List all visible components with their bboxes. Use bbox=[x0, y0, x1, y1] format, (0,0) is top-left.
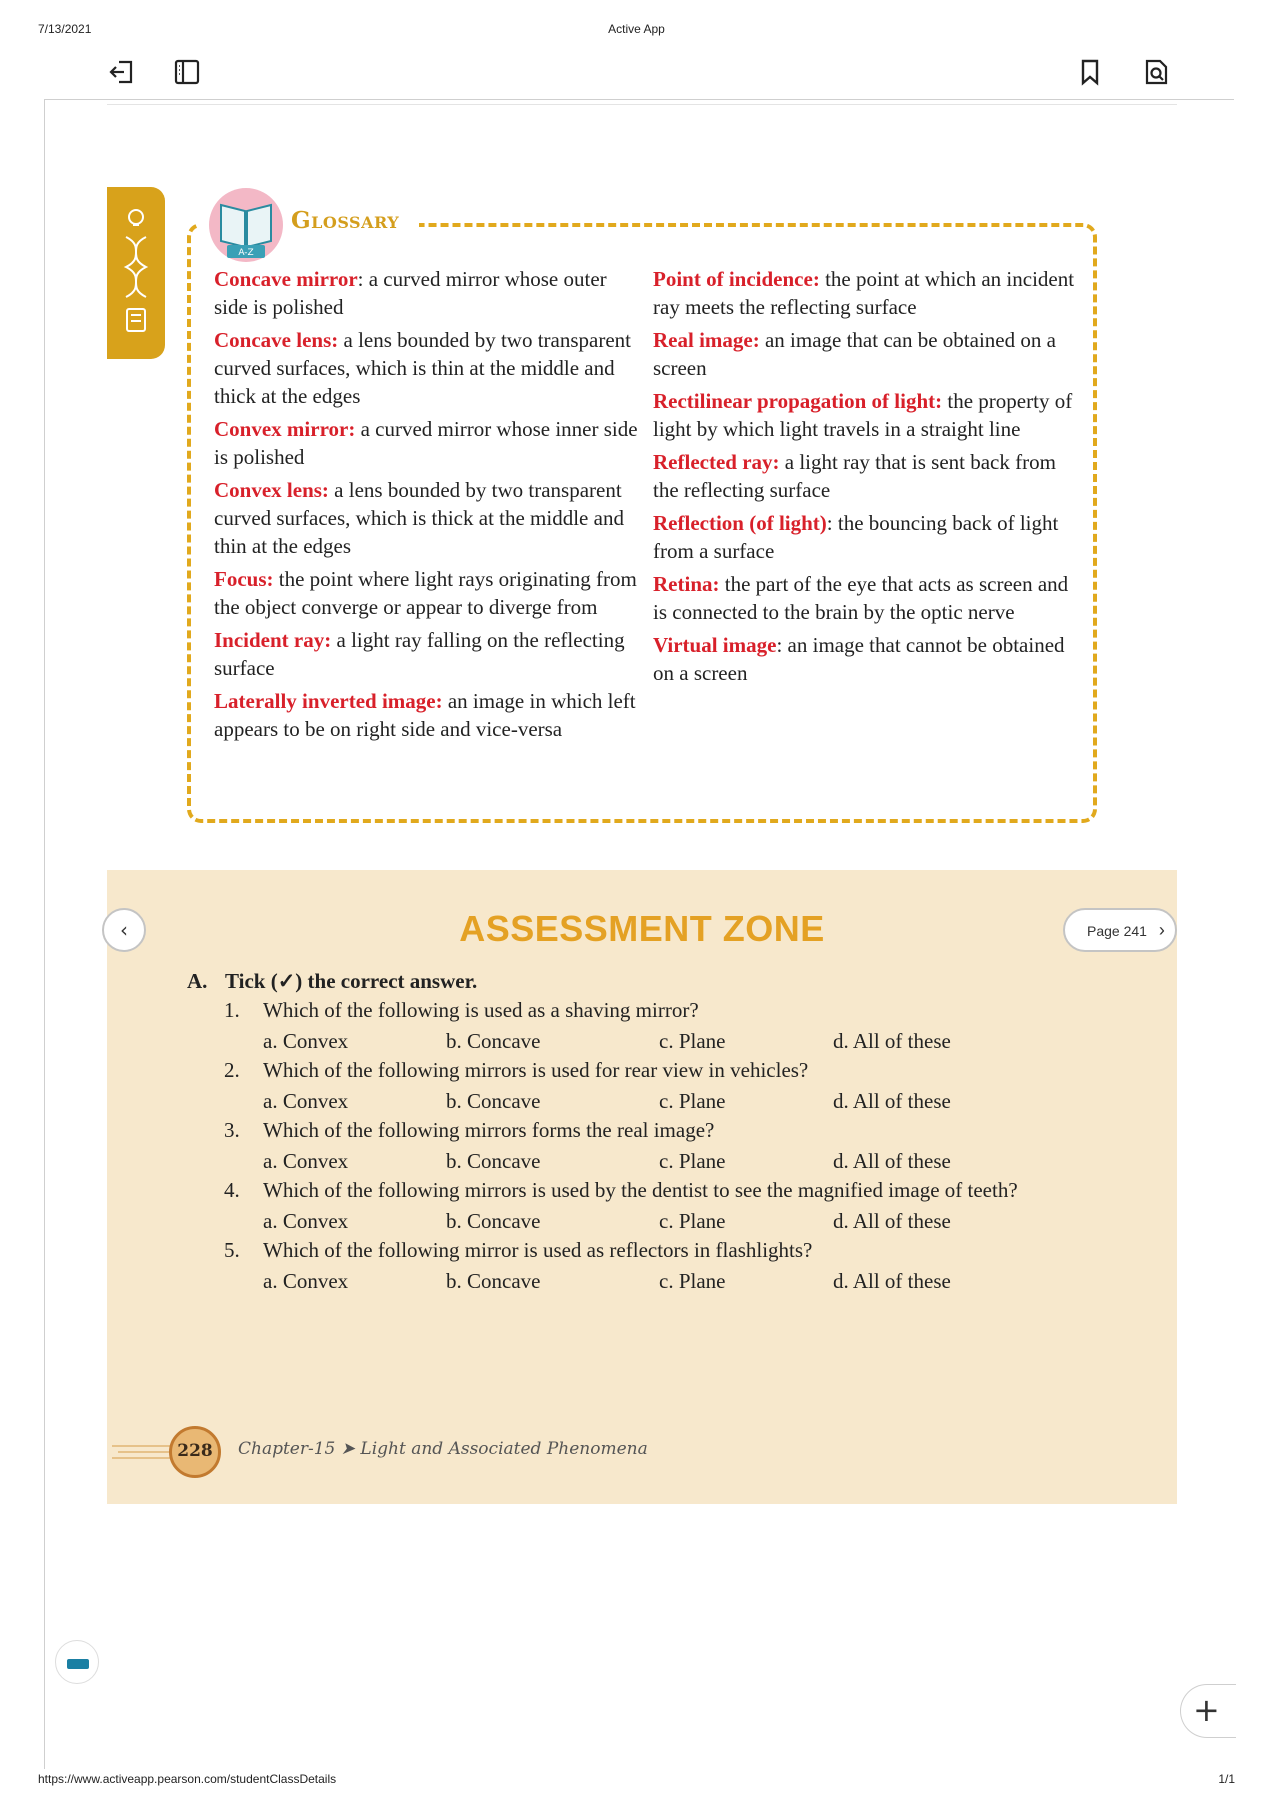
print-footer bbox=[0, 1772, 1273, 1788]
answer-option[interactable]: c. Plane bbox=[659, 1089, 726, 1113]
book-page-number: 228 bbox=[169, 1426, 221, 1478]
glossary-definition: : a curved mirror whose outer side is polished bbox=[214, 267, 607, 319]
answer-option[interactable]: a. Convex bbox=[263, 1149, 349, 1173]
quiz-section-heading bbox=[187, 966, 1087, 996]
glossary-definition: an image in which left appears to be on right side and vice-versa bbox=[214, 689, 636, 741]
glossary-term: Retina: bbox=[653, 572, 720, 596]
sidebar-toggle-icon[interactable] bbox=[171, 56, 203, 88]
quiz-question bbox=[187, 1236, 1087, 1266]
glossary-term: Reflected ray: bbox=[653, 450, 780, 474]
book-footer bbox=[112, 1422, 712, 1482]
glossary-definition: the point where light rays originating from the object converge or appear to diverge from bbox=[214, 567, 637, 619]
glossary-term: Point of incidence: bbox=[653, 267, 820, 291]
answer-option[interactable]: a. Convex bbox=[263, 1269, 349, 1293]
book-page bbox=[107, 104, 1177, 1504]
question-text: Which of the following mirrors is used for rear view in vehicles? bbox=[263, 1058, 809, 1082]
question-number: 3. bbox=[224, 1118, 240, 1142]
glossary-entry bbox=[653, 570, 1083, 626]
glossary-definition: : an image that cannot be obtained on a screen bbox=[653, 633, 1065, 685]
print-date: 7/13/2021 bbox=[38, 22, 92, 36]
glossary-title: Glossary bbox=[291, 207, 400, 234]
chat-button[interactable] bbox=[55, 1640, 99, 1684]
question-number: 4. bbox=[224, 1178, 240, 1202]
answer-option[interactable]: d. All of these bbox=[833, 1149, 951, 1173]
answer-options bbox=[187, 1026, 1087, 1056]
assessment-title: ASSESSMENT ZONE bbox=[459, 908, 825, 949]
page-indicator: Page 241 bbox=[1087, 923, 1147, 939]
answer-option[interactable]: a. Convex bbox=[263, 1089, 349, 1113]
answer-option[interactable]: d. All of these bbox=[833, 1029, 951, 1053]
glossary-term: Rectilinear propagation of light: bbox=[653, 389, 943, 413]
glossary-entry bbox=[214, 265, 639, 321]
glossary-definition: an image that can be obtained on a screen bbox=[653, 328, 1056, 380]
zoom-in-button[interactable] bbox=[1180, 1684, 1236, 1738]
glossary-term: Incident ray: bbox=[214, 628, 332, 652]
answer-option[interactable]: c. Plane bbox=[659, 1149, 726, 1173]
science-icons bbox=[121, 205, 151, 341]
question-text: Which of the following is used as a shaving mirror? bbox=[263, 998, 699, 1022]
question-number: 1. bbox=[224, 998, 240, 1022]
glossary-definition: the part of the eye that acts as screen and is connected to the brain by the optic nerve bbox=[653, 572, 1069, 624]
book-chapter-label: Chapter-15 ➤ Light and Associated Phenomena bbox=[238, 1439, 648, 1459]
glossary-definition: a light ray falling on the reflecting surface bbox=[214, 628, 625, 680]
print-title: Active App bbox=[608, 22, 665, 36]
answer-option[interactable]: b. Concave bbox=[446, 1149, 541, 1173]
question-text: Which of the following mirrors is used by the dentist to see the magnified image of teeth? bbox=[263, 1178, 1018, 1202]
glossary-entry bbox=[214, 687, 639, 743]
glossary-left-column bbox=[214, 265, 639, 748]
glossary-term: Convex lens: bbox=[214, 478, 329, 502]
quiz-question bbox=[187, 996, 1087, 1026]
question-text: Which of the following mirror is used as reflectors in flashlights? bbox=[263, 1238, 813, 1262]
glossary-entry bbox=[653, 448, 1083, 504]
question-number: 2. bbox=[224, 1058, 240, 1082]
glossary-term: Convex mirror: bbox=[214, 417, 356, 441]
answer-option[interactable]: c. Plane bbox=[659, 1029, 726, 1053]
glossary-entry bbox=[653, 631, 1083, 687]
glossary-definition: a lens bounded by two transparent curved surfaces, which is thick at the middle and thin at the edges bbox=[214, 478, 624, 558]
glossary-entry bbox=[214, 415, 639, 471]
quiz-section-title: Tick (✓) the correct answer. bbox=[225, 969, 478, 993]
answer-options bbox=[187, 1146, 1087, 1176]
previous-page-button[interactable] bbox=[102, 908, 146, 952]
glossary-definition: a curved mirror whose inner side is polished bbox=[214, 417, 638, 469]
answer-option[interactable]: a. Convex bbox=[263, 1209, 349, 1233]
quiz-question bbox=[187, 1176, 1087, 1206]
assessment-section bbox=[107, 870, 1177, 1504]
question-number: 5. bbox=[224, 1238, 240, 1262]
answer-option[interactable]: c. Plane bbox=[659, 1269, 726, 1293]
print-url: https://www.activeapp.pearson.com/studentClassDetails bbox=[38, 1772, 337, 1786]
glossary-badge: A-Z bbox=[238, 248, 254, 258]
quiz-question bbox=[187, 1056, 1087, 1086]
answer-option[interactable]: b. Concave bbox=[446, 1269, 541, 1293]
glossary-entry bbox=[214, 565, 639, 621]
chevron-left-icon: ‹ bbox=[120, 918, 128, 942]
bookmark-icon[interactable] bbox=[1074, 56, 1106, 88]
glossary-entry bbox=[214, 626, 639, 682]
glossary-term: Virtual image bbox=[653, 633, 777, 657]
glossary-definition: : the bouncing back of light from a surface bbox=[653, 511, 1059, 563]
answer-option[interactable]: a. Convex bbox=[263, 1029, 349, 1053]
print-header bbox=[0, 22, 1273, 38]
chevron-right-icon: › bbox=[1158, 920, 1165, 940]
quiz bbox=[187, 966, 1087, 1296]
answer-option[interactable]: d. All of these bbox=[833, 1089, 951, 1113]
answer-option[interactable]: d. All of these bbox=[833, 1209, 951, 1233]
answer-options bbox=[187, 1086, 1087, 1116]
glossary-definition: the property of light by which light travels in a straight line bbox=[653, 389, 1073, 441]
answer-options bbox=[187, 1206, 1087, 1236]
glossary-term: Real image: bbox=[653, 328, 760, 352]
glossary-term: Laterally inverted image: bbox=[214, 689, 443, 713]
quiz-question bbox=[187, 1116, 1087, 1146]
glossary-term: Concave lens: bbox=[214, 328, 339, 352]
glossary-definition: a lens bounded by two transparent curved surfaces, which is thin at the middle and thick at the edges bbox=[214, 328, 632, 408]
question-text: Which of the following mirrors forms the real image? bbox=[263, 1118, 715, 1142]
science-tab bbox=[107, 187, 165, 359]
quiz-section-letter: A. bbox=[187, 969, 208, 993]
answer-option[interactable]: b. Concave bbox=[446, 1029, 541, 1053]
answer-option[interactable]: b. Concave bbox=[446, 1209, 541, 1233]
glossary-term: Concave mirror bbox=[214, 267, 358, 291]
glossary-entry bbox=[214, 476, 639, 560]
next-page-button[interactable] bbox=[1063, 908, 1177, 952]
glossary-right-column bbox=[653, 265, 1083, 692]
glossary-entry bbox=[653, 265, 1083, 321]
glossary-entry bbox=[214, 326, 639, 410]
glossary-term: Focus: bbox=[214, 567, 274, 591]
exit-icon[interactable] bbox=[106, 56, 138, 88]
glossary-entry bbox=[653, 387, 1083, 443]
search-page-icon[interactable] bbox=[1140, 56, 1172, 88]
glossary-term: Reflection (of light) bbox=[653, 511, 827, 535]
glossary-section bbox=[107, 104, 1177, 870]
answer-option[interactable]: d. All of these bbox=[833, 1269, 951, 1293]
plus-icon: + bbox=[1193, 1691, 1220, 1729]
print-page: 1/1 bbox=[1218, 1772, 1235, 1786]
answer-option[interactable]: b. Concave bbox=[446, 1089, 541, 1113]
glossary-entry bbox=[653, 509, 1083, 565]
chat-icon bbox=[67, 1659, 89, 1669]
answer-option[interactable]: c. Plane bbox=[659, 1209, 726, 1233]
glossary-definition: a light ray that is sent back from the reflecting surface bbox=[653, 450, 1056, 502]
glossary-definition: the point at which an incident ray meets the reflecting surface bbox=[653, 267, 1075, 319]
glossary-header bbox=[199, 181, 419, 273]
glossary-entry bbox=[653, 326, 1083, 382]
book-icon bbox=[207, 185, 285, 263]
answer-options bbox=[187, 1266, 1087, 1296]
